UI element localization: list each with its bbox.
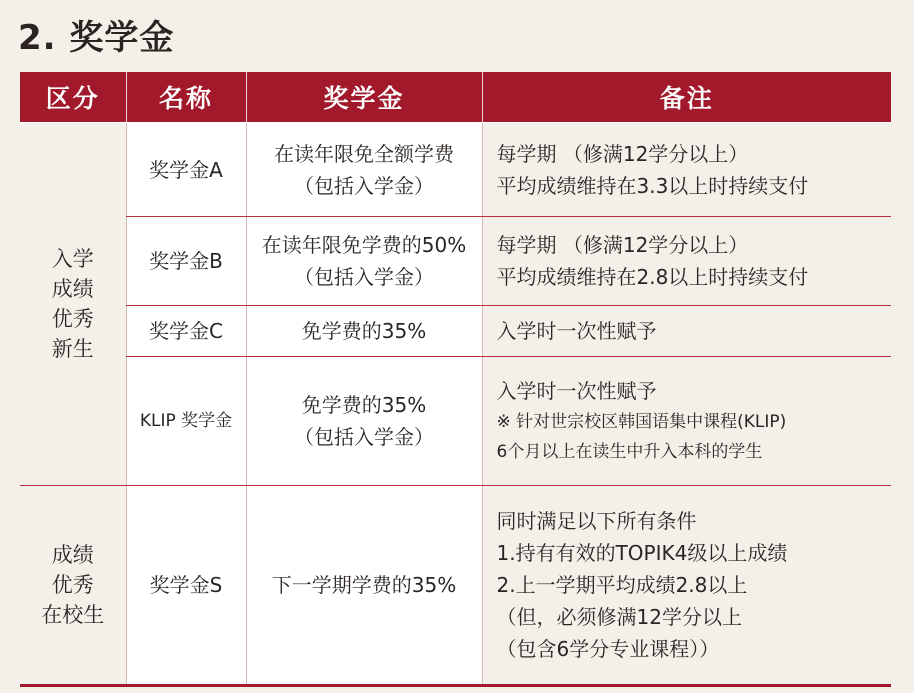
note-line: 2.上一学期平均成绩2.8以上 [496,573,748,597]
benefit-line: （包括入学金） [294,265,434,289]
category-line: 在校生 [41,603,105,627]
scholarship-note [482,486,891,686]
category-line: 成绩 [51,543,94,567]
scholarship-table [20,72,891,687]
header-name: 名称 [126,72,246,123]
scholarship-note [482,306,891,357]
scholarship-benefit [246,217,482,306]
benefit-line: 免学费的35% [301,319,427,343]
note-line: 每学期 （修满12学分以上） [496,233,749,257]
benefit-line: 在读年限免学费的50% [261,233,467,257]
category-enrolled [20,486,126,686]
note-line: 同时满足以下所有条件 [496,509,697,533]
scholarship-benefit [246,123,482,217]
note-line: （包含6学分专业课程）） [496,637,720,661]
header-scholarship: 奖学金 [246,72,482,123]
scholarship-name: KLIP 奖学金 [126,357,246,486]
scholarship-note [482,123,891,217]
section-title: 2. 奖学金 [18,18,175,58]
note-line: 平均成绩维持在2.8以上时持续支付 [496,265,809,289]
category-line: 优秀 [51,307,94,331]
table-row [20,123,891,217]
scholarship-name: 奖学金S [126,486,246,686]
header-category: 区分 [20,72,126,123]
note-line: （但，必须修满12学分以上 [496,605,742,629]
benefit-line: 免学费的35% [301,393,427,417]
category-line: 优秀 [51,573,94,597]
table-header-row [20,72,891,123]
benefit-line: （包括入学金） [294,173,434,198]
note-line: 6个月以上在读生中升入本科的学生 [496,442,763,462]
benefit-line: 下一学期学费的35% [271,573,457,597]
table-row [20,357,891,486]
benefit-line: （包括入学金） [294,425,434,449]
note-line: 1.持有有效的TOPIK4级以上成绩 [496,541,788,565]
benefit-line: 在读年限免全额学费 [274,141,454,166]
scholarship-benefit [246,306,482,357]
note-line: 每学期 （修满12学分以上） [496,141,749,166]
scholarship-name: 奖学金B [126,217,246,306]
note-line: 入学时一次性赋予 [496,319,657,343]
scholarship-name: 奖学金C [126,306,246,357]
scholarship-note [482,357,891,486]
scholarship-benefit [246,486,482,686]
category-line: 入学 [51,247,94,271]
note-line: 入学时一次性赋予 [496,379,657,403]
category-line: 成绩 [51,277,94,301]
scholarship-benefit [246,357,482,486]
scholarship-name: 奖学金A [126,123,246,217]
note-line: 平均成绩维持在3.3以上时持续支付 [496,173,809,198]
table-row [20,217,891,306]
table-row [20,306,891,357]
category-freshmen [20,123,126,486]
category-line: 新生 [51,337,94,361]
scholarship-note [482,217,891,306]
table-row [20,486,891,686]
note-line: ※ 针对世宗校区韩国语集中课程(KLIP) [496,412,787,432]
header-remarks: 备注 [482,72,891,123]
